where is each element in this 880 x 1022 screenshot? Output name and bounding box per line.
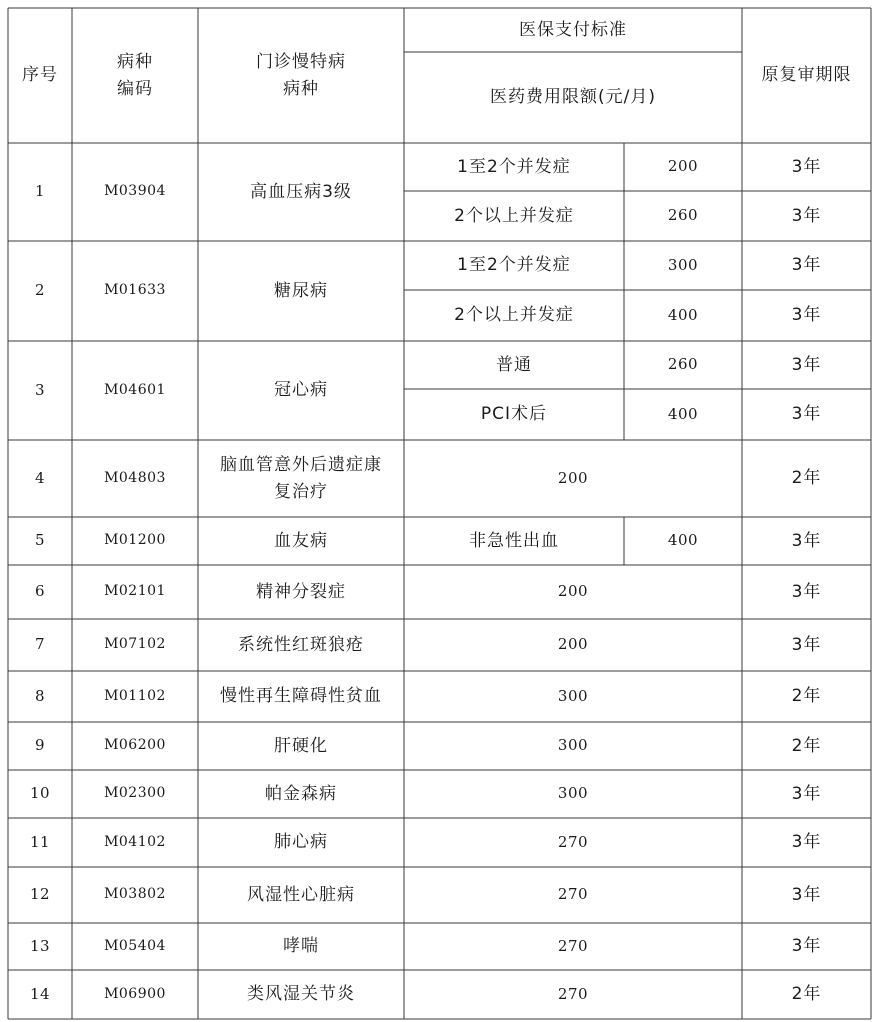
row-seq: 1 [34, 182, 46, 201]
row-disease-name: 糖尿病 [274, 280, 328, 301]
row-disease-name: 精神分裂症 [256, 581, 346, 602]
sub-amount: 260 [667, 355, 699, 374]
sub-condition: 2个以上并发症 [454, 205, 574, 226]
row-seq: 7 [34, 635, 46, 654]
row-seq: 6 [34, 582, 46, 601]
sub-amount: 400 [667, 305, 699, 324]
row-code: M03904 [104, 183, 166, 200]
row-period: 3年 [791, 581, 822, 602]
row-period: 3年 [791, 634, 822, 655]
row-seq: 3 [34, 380, 46, 399]
row-amount: 300 [557, 736, 589, 755]
sub-amount: 400 [667, 404, 699, 423]
row-code: M01102 [104, 687, 166, 704]
row-code: M07102 [104, 636, 166, 653]
row-disease-name: 肝硬化 [274, 735, 328, 756]
row-seq: 11 [29, 832, 51, 851]
row-amount: 270 [557, 832, 589, 851]
row-seq: 10 [29, 784, 51, 803]
row-code: M06200 [104, 737, 166, 754]
sub-condition: 非急性出血 [469, 530, 559, 551]
row-period: 3年 [791, 354, 822, 375]
row-period: 2年 [791, 468, 822, 489]
header-disease: 门诊慢特病 病种 [256, 52, 346, 99]
row-period: 3年 [791, 783, 822, 804]
header-period: 原复审期限 [761, 65, 852, 86]
row-code: M04601 [104, 381, 166, 398]
sub-condition: 2个以上并发症 [454, 305, 574, 326]
row-seq: 14 [29, 984, 51, 1003]
row-disease-name: 冠心病 [274, 380, 328, 401]
sub-condition: 普通 [496, 354, 532, 375]
row-period: 2年 [791, 984, 822, 1005]
row-disease-name: 慢性再生障碍性贫血 [220, 686, 382, 707]
row-code: M05404 [104, 937, 166, 954]
row-code: M06900 [104, 985, 166, 1002]
row-seq: 8 [34, 686, 46, 705]
row-amount: 200 [557, 635, 589, 654]
row-disease-name: 哮喘 [283, 936, 319, 957]
sub-condition: PCI术后 [480, 404, 548, 425]
row-amount: 270 [557, 885, 589, 904]
row-amount: 200 [557, 468, 589, 487]
row-code: M02300 [104, 785, 166, 802]
row-amount: 200 [557, 582, 589, 601]
row-disease-name: 系统性红斑狼疮 [238, 634, 364, 655]
row-code: M01200 [104, 532, 166, 549]
row-period: 2年 [791, 735, 822, 756]
header-code: 病种 编码 [117, 52, 153, 99]
sub-condition: 1至2个并发症 [457, 255, 571, 276]
row-seq: 5 [34, 531, 46, 550]
row-period: 3年 [791, 255, 822, 276]
row-seq: 13 [29, 936, 51, 955]
row-disease-name: 脑血管意外后遗症康复治疗 [220, 455, 382, 502]
row-period: 3年 [791, 156, 822, 177]
row-disease-name: 类风湿关节炎 [247, 984, 355, 1005]
row-code: M04102 [104, 833, 166, 850]
row-disease-name: 血友病 [274, 530, 328, 551]
row-code: M03802 [104, 886, 166, 903]
row-period: 2年 [791, 686, 822, 707]
row-code: M02101 [104, 583, 166, 600]
sub-condition: 1至2个并发症 [457, 156, 571, 177]
row-period: 3年 [791, 936, 822, 957]
row-seq: 2 [34, 281, 46, 300]
row-disease-name: 风湿性心脏病 [247, 884, 355, 905]
row-code: M04803 [104, 469, 166, 486]
row-period: 3年 [791, 884, 822, 905]
row-period: 3年 [791, 404, 822, 425]
sub-amount: 200 [667, 157, 699, 176]
row-amount: 270 [557, 936, 589, 955]
header-standard: 医保支付标准 [519, 19, 627, 40]
row-disease-name: 肺心病 [274, 832, 328, 853]
sub-amount: 260 [667, 206, 699, 225]
row-code: M01633 [104, 282, 166, 299]
row-disease-name: 高血压病3级 [250, 181, 352, 202]
row-disease-name: 帕金森病 [265, 783, 337, 804]
row-period: 3年 [791, 205, 822, 226]
row-seq: 9 [34, 736, 46, 755]
row-seq: 12 [29, 885, 51, 904]
header-seq: 序号 [22, 65, 58, 86]
row-period: 3年 [791, 305, 822, 326]
sub-amount: 300 [667, 255, 699, 274]
row-period: 3年 [791, 530, 822, 551]
header-limit: 医药费用限额(元/月) [490, 87, 656, 108]
row-seq: 4 [34, 468, 46, 487]
row-amount: 270 [557, 984, 589, 1003]
row-amount: 300 [557, 686, 589, 705]
row-amount: 300 [557, 784, 589, 803]
row-amount: 400 [667, 531, 699, 550]
row-period: 3年 [791, 832, 822, 853]
